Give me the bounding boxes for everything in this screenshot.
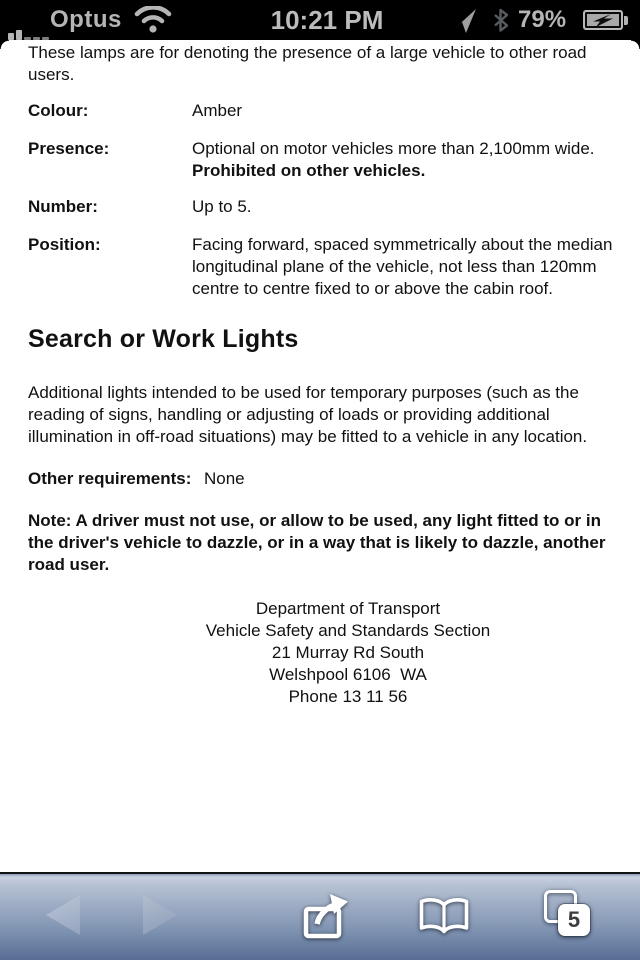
address-line: 21 Murray Rd South <box>271 643 425 662</box>
field-value: Up to 5. <box>192 197 252 216</box>
text-line: the driver's vehicle to dazzle, or in a way that is likely to dazzle, another <box>28 533 606 552</box>
address-block <box>28 598 640 708</box>
field-label: Number: <box>28 197 98 216</box>
bluetooth-icon <box>491 7 511 39</box>
field-label: Colour: <box>28 101 89 120</box>
carrier-label: Optus <box>50 6 122 33</box>
text-line: users. <box>28 65 75 84</box>
page-count-badge: 5 <box>567 907 581 932</box>
address-line: Phone 13 11 56 <box>288 687 408 706</box>
battery-percent-label: 79% <box>518 6 567 33</box>
back-icon <box>46 895 80 935</box>
bookmarks-icon <box>417 896 471 938</box>
field-value: Facing forward, spaced symmetrically about the median <box>192 235 613 254</box>
share-icon <box>297 888 353 944</box>
forward-button[interactable] <box>143 895 177 935</box>
field-value: longitudinal plane of the vehicle, not less than 120mm <box>192 257 597 276</box>
share-button[interactable] <box>297 888 353 949</box>
address-line: Vehicle Safety and Standards Section <box>205 621 491 640</box>
field-label: Other requirements: <box>28 469 192 488</box>
field-value: Prohibited on other vehicles. <box>192 161 426 180</box>
field-row-presence <box>28 138 640 182</box>
text-line: illumination in off-road situations) may be fitted to a vehicle in any location. <box>28 427 588 446</box>
pages-button[interactable] <box>544 890 590 936</box>
location-arrow-icon <box>451 8 477 39</box>
field-label: Presence: <box>28 139 110 158</box>
web-page-content[interactable] <box>0 40 640 872</box>
field-label: Position: <box>28 235 101 254</box>
other-requirements-row <box>28 468 640 490</box>
address-line: Department of Transport <box>255 599 441 618</box>
status-bar <box>0 0 640 40</box>
address-line: Welshpool 6106 WA <box>269 665 427 684</box>
clock: 10:21 PM <box>270 5 384 35</box>
field-value: Optional on motor vehicles more than 2,100mm wide. <box>192 139 595 158</box>
bookmarks-button[interactable] <box>417 896 471 943</box>
note-paragraph <box>28 510 640 576</box>
screen-corner-right <box>631 40 640 49</box>
forward-icon <box>143 895 177 935</box>
field-value: Amber <box>192 101 243 120</box>
field-row-colour <box>28 100 640 122</box>
field-row-position <box>28 234 640 300</box>
battery-charging-icon <box>583 10 628 30</box>
back-button[interactable] <box>46 895 80 935</box>
text-line: reading of signs, handling or adjusting of loads or providing additional <box>28 405 550 424</box>
field-value: None <box>204 469 245 488</box>
text-line: road user. <box>28 555 110 574</box>
safari-toolbar <box>0 872 640 960</box>
text-line: Additional lights intended to be used for temporary purposes (such as the <box>28 383 579 402</box>
section-heading: Search or Work Lights <box>28 325 299 353</box>
text-line: These lamps are for denoting the presence of a large vehicle to other road <box>28 43 587 62</box>
body-paragraph <box>28 382 640 448</box>
pages-icon <box>544 890 590 936</box>
text-line: Note: A driver must not use, or allow to be used, any light fitted to or in <box>28 511 601 530</box>
screen-corner-left <box>0 40 9 49</box>
intro-paragraph <box>28 42 640 86</box>
field-value: centre to centre fixed to or above the cabin roof. <box>192 279 553 298</box>
field-row-number <box>28 196 640 218</box>
